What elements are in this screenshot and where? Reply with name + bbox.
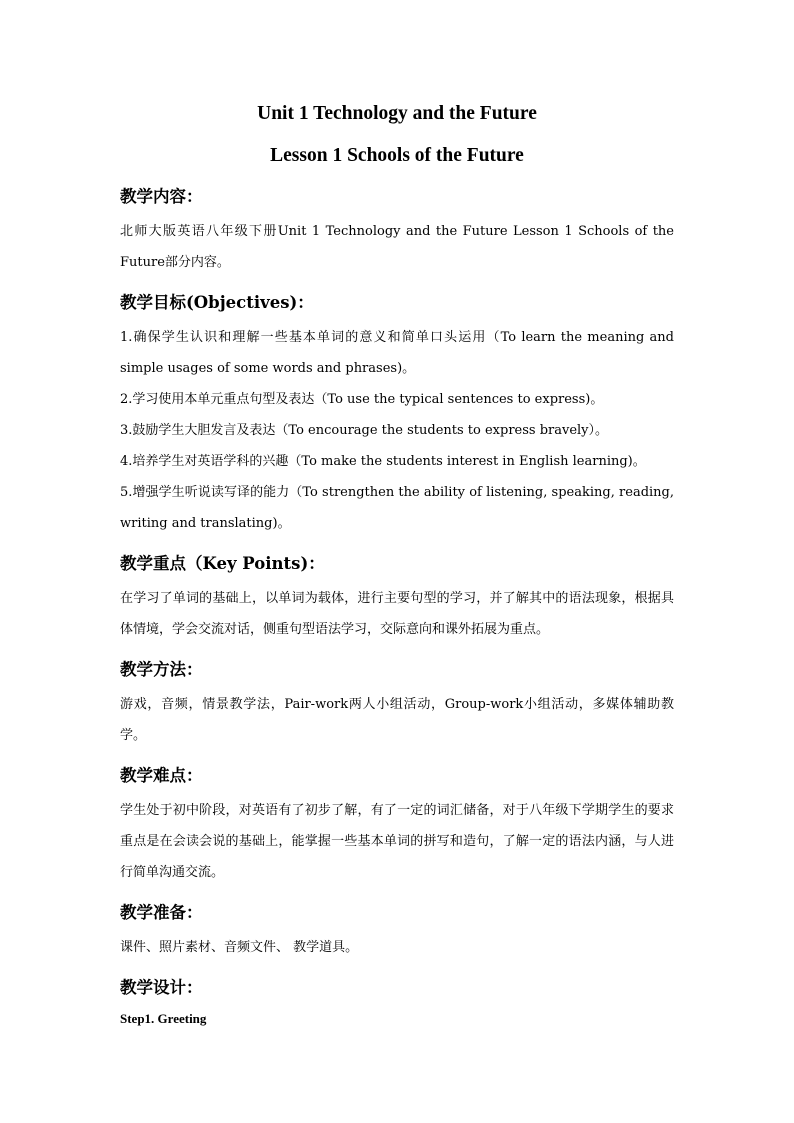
preparation-text: 课件、照片素材、音频文件、 教学道具。: [120, 940, 359, 955]
lesson-title: Lesson 1 Schools of the Future: [270, 145, 524, 166]
step1-heading: Step1. Greeting: [120, 1011, 207, 1026]
objective-item-2: 2.学习使用本单元重点句型及表达（To use the typical sentences to express)。: [120, 392, 604, 407]
objective-item-4: 4.培养学生对英语学科的兴趣（To make the students interest in English learning)。: [120, 454, 646, 469]
content-text: 北师大版英语八年级下册Unit 1 Technology and the Future Lesson 1 Schools of the Future部分内容。: [120, 224, 674, 270]
objective-item-5: 5.增强学生听说读写译的能力（To strengthen the ability of listening, speaking, reading, writing and translating)。: [120, 485, 674, 531]
objectives-heading: 教学目标(Objectives)：: [120, 293, 314, 312]
objective-item-3: 3.鼓励学生大胆发言及表达（To encourage the students to express bravely）。: [120, 423, 609, 438]
key-points-text: 在学习了单词的基础上，以单词为载体，进行主要句型的学习，并了解其中的语法现象，根据具体情境，学会交流对话，侧重句型语法学习，交际意向和课外拓展为重点。: [120, 591, 674, 637]
unit-title: Unit 1 Technology and the Future: [257, 103, 537, 124]
methods-heading: 教学方法：: [120, 660, 203, 679]
content-heading: 教学内容：: [120, 187, 203, 206]
key-points-heading: 教学重点（Key Points)：: [120, 554, 325, 573]
difficulties-heading: 教学难点：: [120, 766, 203, 785]
preparation-heading: 教学准备：: [120, 903, 203, 922]
design-heading: 教学设计：: [120, 978, 203, 997]
objective-item-1: 1.确保学生认识和理解一些基本单词的意义和简单口头运用（To learn the meaning and simple usages of some words and phrases)。: [120, 330, 674, 376]
difficulties-text: 学生处于初中阶段，对英语有了初步了解，有了一定的词汇储备，对于八年级下学期学生的要求重点是在会读会说的基础上，能掌握一些基本单词的拼写和造句，了解一定的语法内涵，与人进行简单沟通交流。: [120, 803, 674, 880]
methods-text: 游戏，音频，情景教学法，Pair-work两人小组活动，Group-work小组活动，多媒体辅助教学。: [120, 697, 674, 743]
